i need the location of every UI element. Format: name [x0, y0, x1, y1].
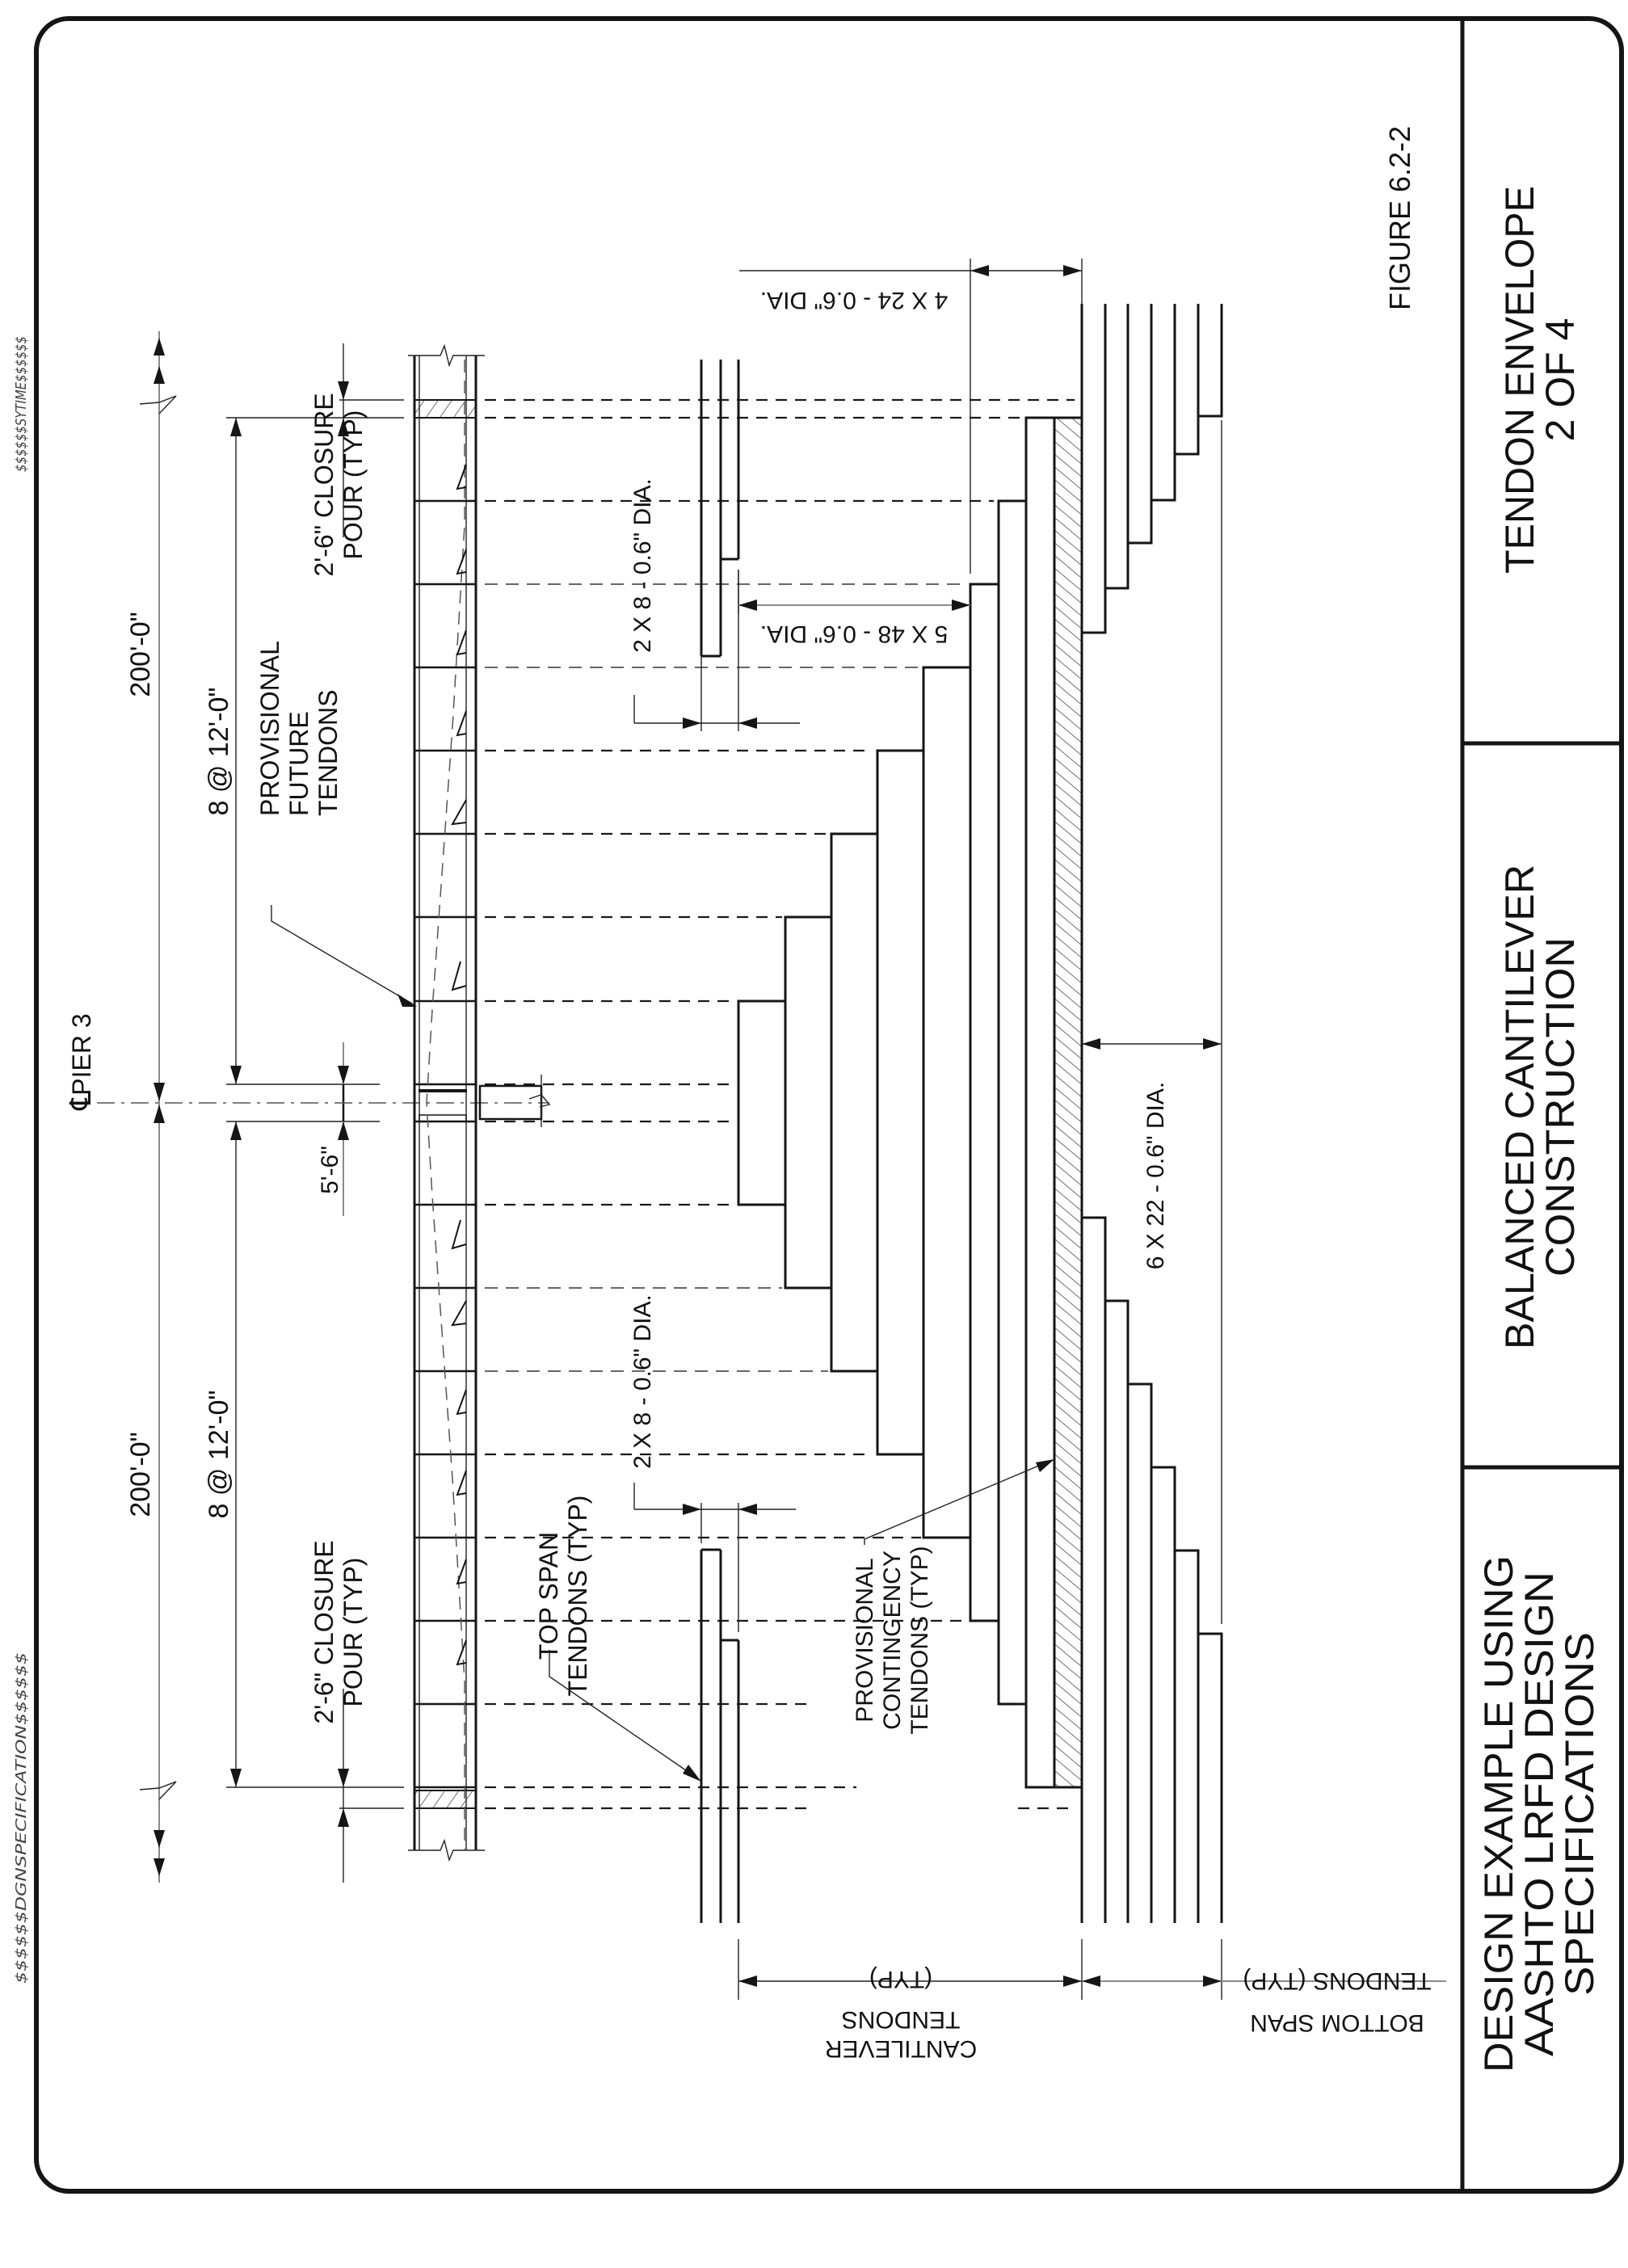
cantilever-label-line1: CANTILEVER	[824, 2035, 978, 2062]
margin-spec-field: $$$$$$DGNSPECIFICATION$$$$$$	[13, 1730, 30, 1984]
cantilever-group-a-dimension	[738, 570, 970, 614]
top-span-lower-callout: 2 X 8 - 0.6" DIA.	[629, 1294, 656, 1469]
contingency-label-line3: TENDONS (TYP)	[907, 1546, 933, 1735]
future-tendons-line1: PROVISIONAL	[255, 641, 284, 816]
subject-subtitle: CONSTRUCTION	[1538, 951, 1583, 1277]
margin-time-field: $$$$$$SYTIME$$$$$$	[13, 307, 30, 472]
top-span-tendons-lower	[701, 1550, 738, 1923]
figure-number: FIGURE 6.2-2	[1383, 125, 1416, 311]
closure-top-line1: 2'-6" CLOSURE	[309, 393, 339, 577]
cantilever-group-b-callout: 4 X 24 - 0.6" DIA.	[759, 287, 949, 313]
span-right-dimension: 200'-0"	[125, 1432, 156, 1517]
span-dimension-lines	[140, 331, 176, 1883]
future-tendons-leader	[271, 905, 412, 1004]
centerline-symbol: ℄	[64, 1091, 97, 1110]
bottom-span-callout: 6 X 22 - 0.6" DIA.	[1142, 1081, 1169, 1270]
segments-left-dimension: 8 @ 12'-0"	[204, 687, 234, 816]
top-span-lower-dimension	[634, 1483, 796, 1632]
cantilever-group-a-callout: 5 X 48 - 0.6" DIA.	[759, 621, 949, 647]
contingency-leader	[864, 1461, 1050, 1545]
future-tendons-line2: FUTURE	[284, 711, 313, 816]
top-span-upper-dimension	[634, 570, 800, 731]
cantilever-label-line3: (TYP)	[869, 1966, 933, 1992]
sheet-number: 2 OF 4	[1538, 318, 1583, 442]
closure-bottom-line2: POUR (TYP)	[339, 1557, 368, 1707]
cantilever-label-line2: TENDONS	[841, 2006, 961, 2033]
bottom-span-label-line2: TENDONS (TYP)	[1243, 1967, 1432, 1994]
segments-right-dimension: 8 @ 12'-0"	[204, 1390, 234, 1519]
sheet-border	[36, 19, 1622, 2191]
project-title-3: SPECIFICATIONS	[1557, 1661, 1602, 1996]
contingency-label-line2: CONTINGENCY	[879, 1551, 906, 1730]
future-tendons-line3: TENDONS	[313, 689, 343, 816]
pier-label: PIER 3	[67, 1013, 96, 1096]
bottom-span-label-line1: BOTTOM SPAN	[1250, 2009, 1424, 2036]
top-span-label-line1: TOP SPAN	[534, 1531, 563, 1660]
closure-top-line2: POUR (TYP)	[339, 410, 368, 560]
closure-bottom-line1: 2'-6" CLOSURE	[309, 1540, 339, 1724]
project-title-2: AASHTO LRFD DESIGN	[1517, 1608, 1562, 2056]
top-span-upper-callout: 2 X 8 - 0.6" DIA.	[629, 478, 656, 653]
sheet-title: TENDON ENVELOPE	[1497, 174, 1542, 574]
title-block	[1462, 19, 1620, 2191]
pier-segment-length: 5'-6"	[317, 1146, 343, 1194]
project-title-1: DESIGN EXAMPLE USING	[1476, 1576, 1521, 2072]
top-span-tendons-upper	[701, 360, 738, 656]
subject-title: BALANCED CANTILEVER	[1497, 866, 1542, 1349]
span-left-dimension: 200'-0"	[125, 612, 156, 697]
contingency-label-line1: PROVISIONAL	[852, 1558, 878, 1723]
top-span-label-line2: TENDONS (TYP)	[563, 1495, 592, 1697]
